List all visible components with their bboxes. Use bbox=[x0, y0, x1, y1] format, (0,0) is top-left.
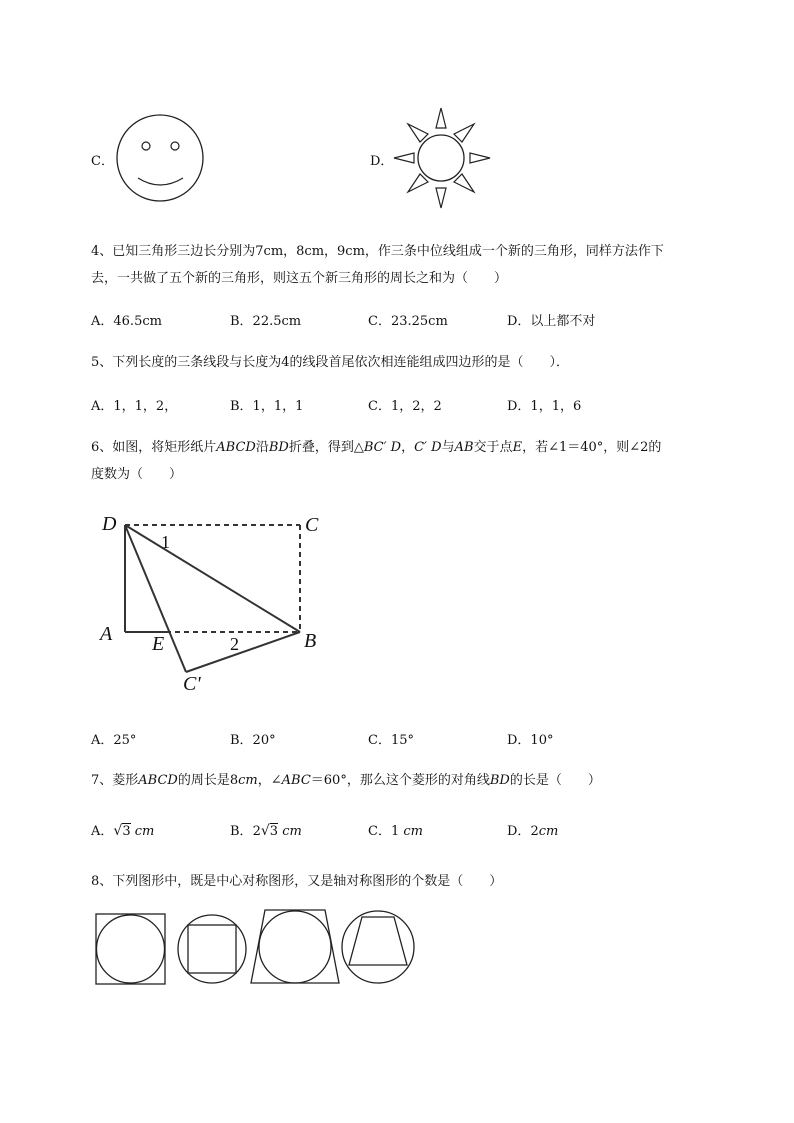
q4-stem-line2: 去，一共做了五个新的三角形，则这五个新三角形的周长之和为（ ） bbox=[91, 271, 508, 286]
label-A: A bbox=[100, 623, 113, 645]
q5-option-a[interactable]: A．1，1，2， bbox=[91, 399, 178, 414]
q3-option-c-label: C． bbox=[91, 154, 114, 169]
q5-option-c[interactable]: C．1，2，2 bbox=[368, 399, 442, 414]
q5-option-d[interactable]: D．1，1，6 bbox=[507, 399, 582, 414]
q6-stem-line1: 6、如图，将矩形纸片ABCD沿BD折叠，得到△BC′ D，C′ D与AB交于点E，若∠1＝40°，则∠2的 bbox=[91, 440, 662, 455]
q7-option-b[interactable]: B．2√3 cm bbox=[230, 823, 302, 839]
sqrt-sign: √ bbox=[260, 823, 270, 839]
q6-option-d[interactable]: D．10° bbox=[507, 733, 554, 748]
figure-circle-in-square bbox=[96, 914, 165, 984]
label-angle-2: 2 bbox=[230, 634, 239, 654]
label-C-prime: C' bbox=[183, 673, 201, 695]
figure-circle-in-trapezoid bbox=[251, 910, 339, 983]
q7-option-c[interactable]: C．1 cm bbox=[368, 824, 423, 839]
q7-option-d[interactable]: D．2cm bbox=[507, 824, 559, 839]
q4-option-b[interactable]: B．22.5cm bbox=[230, 314, 302, 329]
figure-trapezoid-in-circle bbox=[342, 911, 414, 983]
q7-option-a[interactable]: A．√3 cm bbox=[91, 823, 155, 839]
q4-option-c[interactable]: C．23.25cm bbox=[368, 314, 448, 329]
q8-stem-line1: 8、下列图形中，既是中心对称图形，又是轴对称图形的个数是（ ） bbox=[91, 874, 503, 889]
q4-stem-line1: 4、已知三角形三边长分别为7cm，8cm，9cm，作三条中位线组成一个新的三角形，同样方法作下 bbox=[91, 244, 664, 259]
q7-stem-line1: 7、菱形ABCD的周长是8cm，∠ABC＝60°，那么这个菱形的对角线BD的长是（ ） bbox=[91, 773, 601, 788]
sqrt-sign: √ bbox=[113, 823, 123, 839]
q5-stem-line1: 5、下列长度的三条线段与长度为4的线段首尾依次相连能组成四边形的是（ ）． bbox=[91, 355, 570, 370]
q3-option-d-label: D． bbox=[370, 154, 394, 169]
q6-option-c[interactable]: C．15° bbox=[368, 733, 414, 748]
label-B: B bbox=[304, 630, 317, 652]
q4-option-d[interactable]: D．以上都不对 bbox=[507, 314, 596, 329]
label-C: C bbox=[305, 514, 319, 536]
label-E: E bbox=[152, 633, 165, 655]
q4-option-a[interactable]: A．46.5cm bbox=[91, 314, 162, 329]
label-D: D bbox=[102, 513, 117, 535]
label-angle-1: 1 bbox=[161, 532, 170, 552]
q6-option-b[interactable]: B．20° bbox=[230, 733, 276, 748]
figure-square-in-circle bbox=[178, 915, 246, 983]
q6-option-a[interactable]: A．25° bbox=[91, 733, 137, 748]
q6-stem-line2: 度数为（ ） bbox=[91, 467, 183, 482]
q5-option-b[interactable]: B．1，1，1 bbox=[230, 399, 304, 414]
